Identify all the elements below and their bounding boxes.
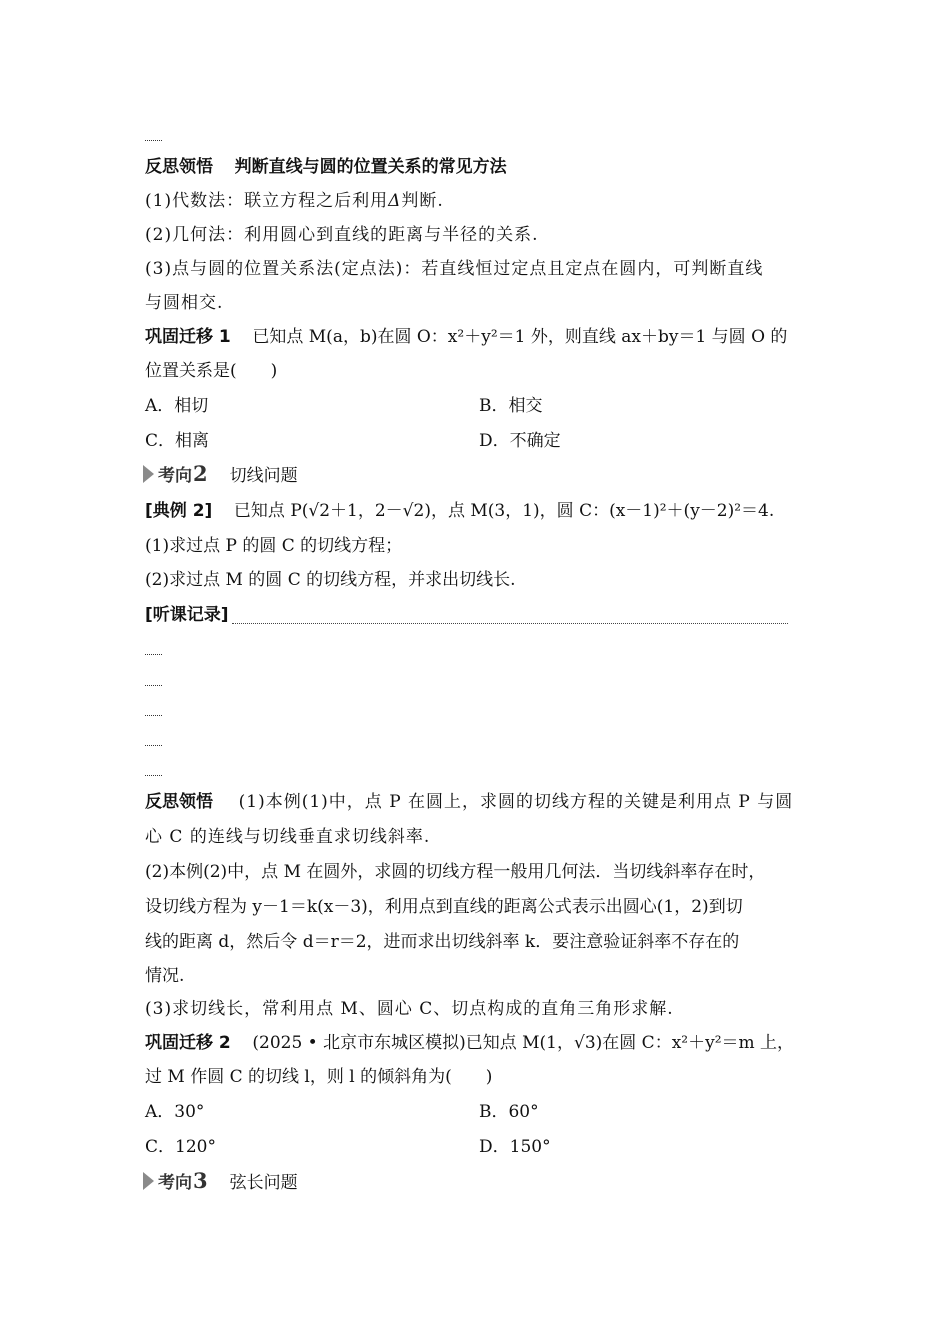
delta-symbol: Δ xyxy=(388,191,402,211)
exercise2-option-b: B．60° xyxy=(479,1102,539,1122)
exercise1-stem-line2: 位置关系是( ) xyxy=(145,361,278,381)
section3-title: 弦长问题 xyxy=(229,1173,298,1193)
exercise1-label: 巩固迁移 1 xyxy=(145,327,231,347)
blank-dots xyxy=(145,654,162,655)
reflect1-title: 判断直线与圆的位置关系的常见方法 xyxy=(234,157,507,177)
section2-kx: 考向 xyxy=(158,466,192,486)
example2-q1: (1)求过点 P 的圆 C 的切线方程； xyxy=(145,536,403,556)
reflect2-p2a: (2)本例(2)中，点 M 在圆外，求圆的切线方程一般用几何法．当切线斜率存在时， xyxy=(145,862,766,882)
exercise2-label: 巩固迁移 2 xyxy=(145,1033,231,1053)
exercise2-line1 xyxy=(145,1032,794,1054)
triangle-marker-icon xyxy=(143,465,154,483)
blank-dots xyxy=(145,775,162,776)
reflect1-item2: (2)几何法：利用圆心到直线的距离与半径的关系. xyxy=(145,225,539,245)
exercise1-option-d: D．不确定 xyxy=(479,431,561,451)
section2-num: 2 xyxy=(193,461,208,486)
exercise2-option-d: D．150° xyxy=(479,1137,551,1157)
reflect2-p2b: 设切线方程为 y－1＝k(x－3)，利用点到直线的距离公式表示出圆心(1，2)到切 xyxy=(145,897,743,917)
blank-dots xyxy=(145,715,162,716)
reflect1-item3a: (3)点与圆的位置关系法(定点法)：若直线恒过定点且定点在圆内，可判断直线 xyxy=(145,259,764,279)
example2-line xyxy=(145,500,774,522)
example2-stem: 已知点 P(√2＋1，2－√2)，点 M(3，1)，圆 C：(x－1)²＋(y－2)²＝4. xyxy=(233,501,775,521)
section3-kx: 考向 xyxy=(158,1173,192,1193)
section3-heading xyxy=(143,1168,298,1193)
notes-writing-line xyxy=(232,623,788,624)
blank-dots xyxy=(145,745,162,746)
notes-label-text: [听课记录] xyxy=(145,605,229,625)
exercise1-option-c: C．相离 xyxy=(145,431,210,451)
section2-title: 切线问题 xyxy=(229,466,298,486)
example2-label: [典例 2] xyxy=(145,501,213,521)
reflect1-heading: 反思领悟 xyxy=(145,157,213,177)
exercise2-option-a: A．30° xyxy=(145,1102,205,1122)
reflect2-p1a: (1)本例(1)中，点 P 在圆上，求圆的切线方程的关键是利用点 P 与圆 xyxy=(238,792,794,812)
notes-label xyxy=(145,604,229,626)
section2-heading xyxy=(143,461,298,486)
blank-dots xyxy=(145,685,162,686)
section3-num: 3 xyxy=(193,1168,208,1193)
reflect1-item1-end: 判断. xyxy=(401,191,444,211)
exercise1-option-a: A．相切 xyxy=(145,396,209,416)
exercise2-stem-line1: (2025 • 北京市东城区模拟)已知点 M(1，√3)在圆 C：x²＋y²＝m 上， xyxy=(252,1033,795,1053)
reflect2-p1b: 心 C 的连线与切线垂直求切线斜率. xyxy=(145,827,431,847)
reflect1-item3b: 与圆相交. xyxy=(145,293,224,313)
blank-dots xyxy=(145,140,162,141)
exercise2-option-c: C．120° xyxy=(145,1137,216,1157)
reflect1-heading-line xyxy=(145,156,507,178)
reflect1-item1 xyxy=(145,190,444,212)
reflect2-line1 xyxy=(145,791,793,813)
exercise1-stem-line1: 已知点 M(a，b)在圆 O：x²＋y²＝1 外，则直线 ax＋by＝1 与圆 O 的 xyxy=(252,327,788,347)
reflect2-p3: (3)求切线长，常利用点 M、圆心 C、切点构成的直角三角形求解. xyxy=(145,999,674,1019)
reflect2-heading: 反思领悟 xyxy=(145,792,213,812)
reflect2-p2c: 线的距离 d，然后令 d＝r＝2，进而求出切线斜率 k．要注意验证斜率不存在的 xyxy=(145,932,740,952)
example2-q2: (2)求过点 M 的圆 C 的切线方程，并求出切线长. xyxy=(145,570,516,590)
exercise1-line1 xyxy=(145,326,787,348)
exercise1-option-b: B．相交 xyxy=(479,396,543,416)
reflect1-item1-text: (1)代数法：联立方程之后利用 xyxy=(145,191,389,211)
triangle-marker-icon xyxy=(143,1172,154,1190)
reflect2-p2d: 情况. xyxy=(145,966,185,986)
exercise2-stem-line2: 过 M 作圆 C 的切线 l，则 l 的倾斜角为( ) xyxy=(145,1067,493,1087)
